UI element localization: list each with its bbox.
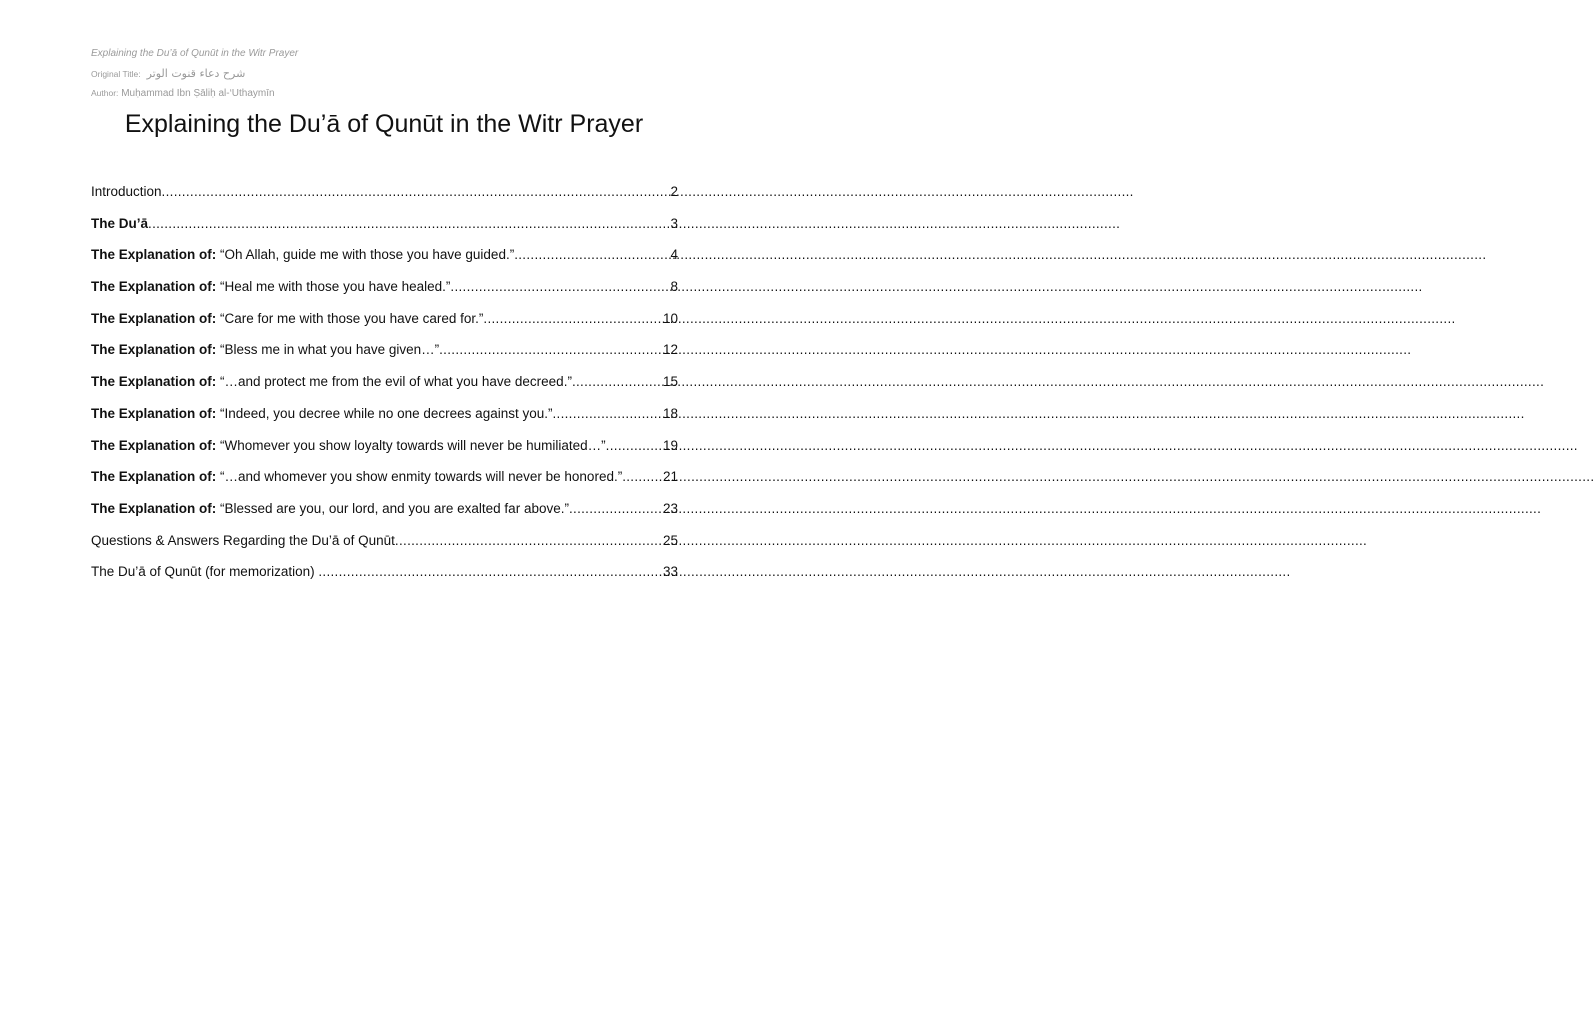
running-title-text: Explaining the Du’ā of Qunūt in the Witr Prayer [91,48,299,59]
toc-entry-lead: The Explanation of: [91,500,217,516]
toc-entry-title [91,374,572,389]
toc-entry-text: “…and protect me from the evil of what you have decreed.” [216,374,572,390]
toc-entry-text: Introduction [91,184,162,199]
toc-dot-leader [606,438,663,453]
toc-entry-lead: The Du’ā [91,215,149,231]
toc-entry-text: “Whomever you show loyalty towards will never be humiliated…” [216,437,606,453]
toc-entry-title [91,311,483,326]
toc-entry[interactable] [91,438,678,470]
toc-page-number: 18 [662,405,678,421]
toc-entry-title [91,342,439,357]
document-page [0,0,768,1024]
toc-entry-lead: The Explanation of: [91,279,217,295]
toc-entry-title [91,469,622,484]
toc-page-number: 33 [662,564,678,580]
toc-dot-leader [483,311,663,326]
document-title: Explaining the Du’ā of Qunūt in the Witr Prayer [124,110,644,138]
toc-page-number: 2 [670,184,678,199]
toc-entry[interactable] [91,279,678,311]
toc-dot-leader [318,564,663,579]
original-title-line [91,64,298,85]
toc-entry-title [91,279,450,294]
running-header [91,44,298,104]
toc-page-number: 12 [662,342,678,358]
toc-entry-text: “Blessed are you, our lord, and you are exalted far above.” [216,500,569,516]
toc-entry-lead: The Explanation of: [91,310,217,326]
toc-entry-lead: The Explanation of: [91,437,217,453]
author-line [91,84,298,104]
toc-entry[interactable] [91,247,678,279]
toc-dot-leader [148,216,670,231]
toc-page-number: 15 [662,374,678,390]
original-title-label: Original Title: [91,68,141,79]
toc-entry-text: “Care for me with those you have cared for.” [216,310,484,326]
original-title-arabic: شرح دعاء قنوت الوتر [146,66,246,80]
toc-dot-leader [450,279,670,294]
toc-entry-text: Questions & Answers Regarding the Du’ā of Qunūt [91,532,395,548]
toc-page-number: 21 [662,469,678,485]
toc-entry-title [91,501,569,516]
toc-entry-title [91,406,552,421]
toc-entry[interactable] [91,311,678,343]
toc-entry[interactable] [91,216,678,248]
toc-dot-leader [514,247,670,262]
toc-page-number: 4 [670,247,678,263]
toc-dot-leader [395,533,663,548]
toc-entry-text: The Du’ā of Qunūt (for memorization) [91,564,319,580]
toc-entry-lead: The Explanation of: [91,469,217,485]
toc-dot-leader [569,501,663,516]
toc-entry[interactable] [91,501,678,533]
toc-entry-text: “Bless me in what you have given…” [216,342,440,358]
toc-entry-title [91,564,318,579]
toc-dot-leader [572,374,663,389]
toc-page-number: 3 [670,215,678,231]
toc-entry[interactable] [91,406,678,438]
toc-entry[interactable] [91,342,678,374]
toc-entry-title [91,438,606,453]
toc-entry-text: “…and whomever you show enmity towards will never be honored.” [216,469,623,485]
toc-entry-text: “Oh Allah, guide me with those you have guided.” [216,247,515,263]
toc-page-number: 10 [662,310,678,326]
toc-entry-title [91,247,514,262]
author-label: Author: [91,88,119,98]
toc-entry[interactable] [91,374,678,406]
author-name: Muḥammad Ibn Ṣāliḥ al-‘Uthaymīn [121,88,275,99]
toc-page-number: 25 [662,532,678,548]
toc-entry[interactable] [91,184,678,216]
toc-entry-text: “Heal me with those you have healed.” [216,279,451,295]
toc-page-number: 8 [670,279,678,295]
toc-dot-leader [622,469,663,484]
toc-entry-lead: The Explanation of: [91,405,217,421]
toc-entry-title [91,184,162,199]
toc-dot-leader [439,342,663,357]
toc-page-number: 19 [662,437,678,453]
toc-entry-lead: The Explanation of: [91,374,217,390]
toc-entry-lead: The Explanation of: [91,342,217,358]
table-of-contents [91,184,678,596]
running-title [91,44,298,64]
toc-entry[interactable] [91,469,678,501]
toc-entry[interactable] [91,564,678,596]
toc-entry[interactable] [91,533,678,565]
toc-entry-text: “Indeed, you decree while no one decrees against you.” [216,405,553,421]
toc-entry-title [91,533,395,548]
toc-entry-title [91,216,148,231]
toc-entry-lead: The Explanation of: [91,247,217,263]
toc-dot-leader [162,184,671,199]
toc-dot-leader [552,406,662,421]
toc-page-number: 23 [662,500,678,516]
